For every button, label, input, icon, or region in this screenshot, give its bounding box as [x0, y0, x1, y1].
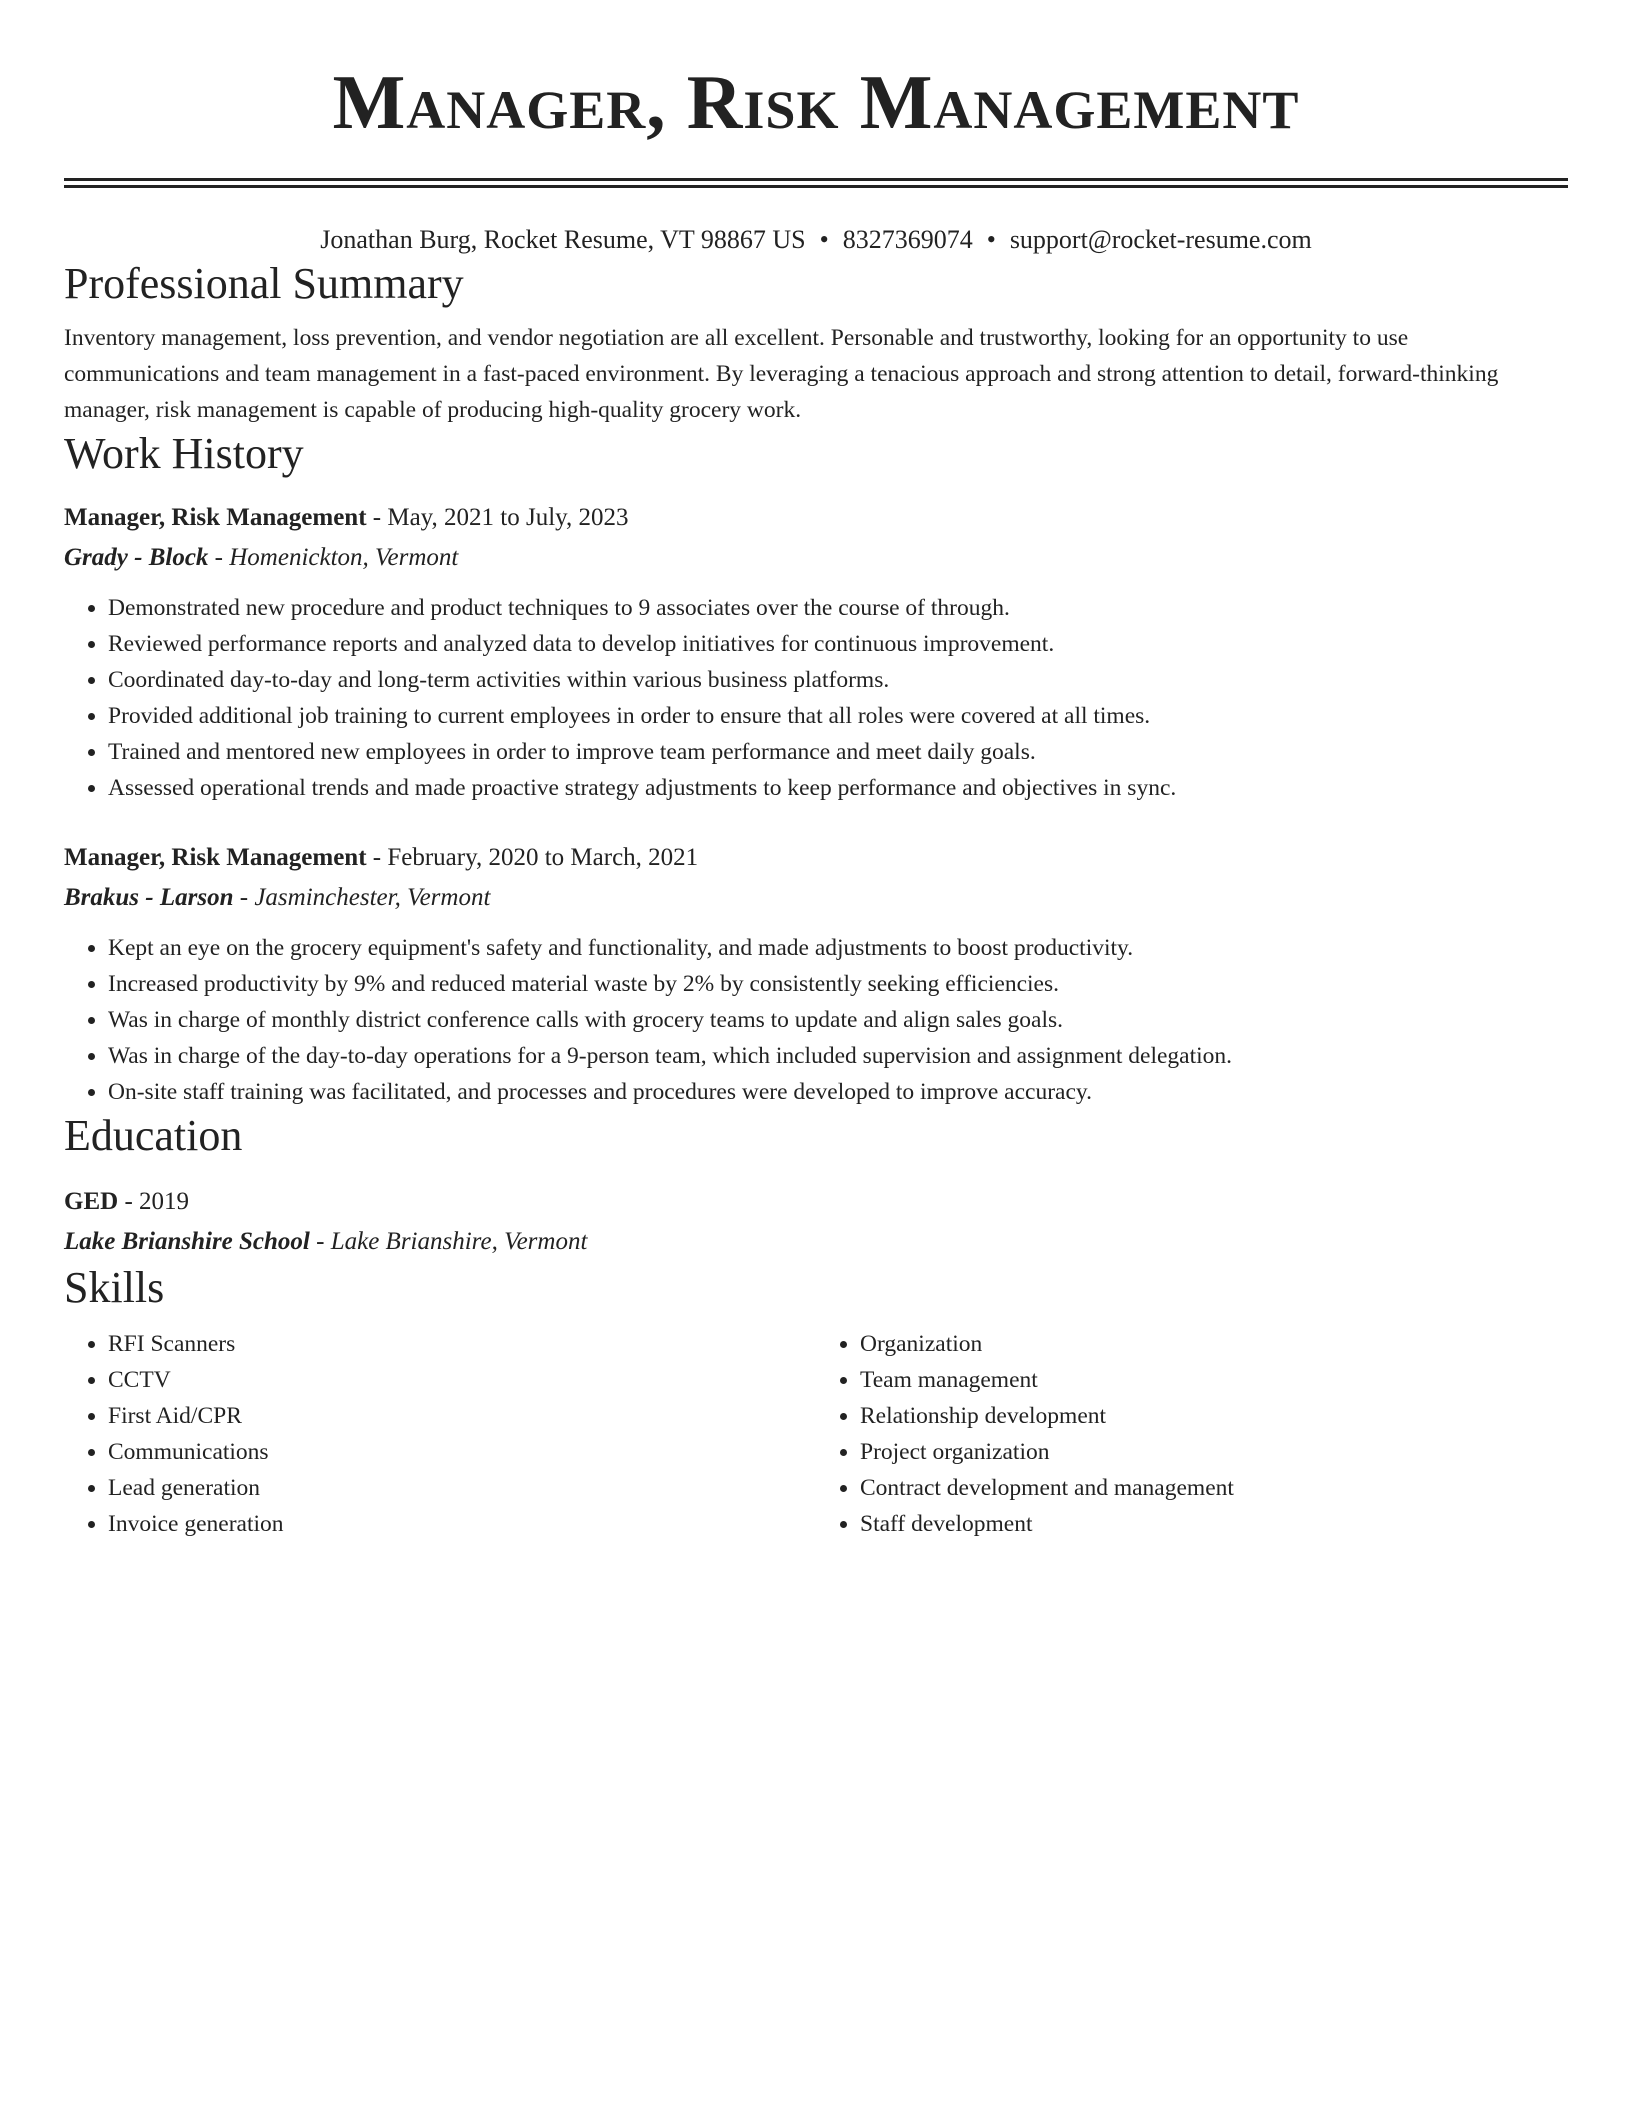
- list-item: • Organization: [860, 1326, 1568, 1362]
- list-item: • Increased productivity by 9% and reduced material waste by 2% by consistently seeking efficiencies.: [108, 966, 1568, 1002]
- contact-email: support@rocket-resume.com: [1009, 225, 1312, 254]
- list-item: • First Aid/CPR: [108, 1398, 816, 1434]
- list-item: • On-site staff training was facilitated, and processes and procedures were developed to improve accuracy.: [108, 1074, 1568, 1110]
- summary-text: Inventory management, loss prevention, and vendor negotiation are all excellent. Personable and trustworthy, looking for an opportunity to use communications and team management in a fast-paced environment. By leveraging a tenacious approach and strong attention to detail, forward-thinking manager, risk management is capable of producing high-quality grocery work.: [64, 325, 1499, 423]
- list-item: • Was in charge of the day-to-day operations for a 9-person team, which included supervision and assignment delegation.: [108, 1038, 1568, 1074]
- job-dates: - February, 2020 to March, 2021: [366, 844, 699, 871]
- list-item: • Staff development: [860, 1506, 1568, 1542]
- skills-list-right: [816, 1326, 1568, 1542]
- job-entry: [64, 498, 1568, 806]
- section-heading-summary: Professional Summary: [64, 259, 464, 308]
- section-heading-skills: Skills: [64, 1263, 165, 1312]
- list-item: • Provided additional job training to current employees in order to ensure that all roles were covered at all times.: [108, 698, 1568, 734]
- list-item: • Relationship development: [860, 1398, 1568, 1434]
- list-item: • Trained and mentored new employees in order to improve team performance and meet daily goals.: [108, 734, 1568, 770]
- job-company: Grady - Block: [64, 544, 209, 571]
- list-item: • Invoice generation: [108, 1506, 816, 1542]
- job-title: Manager, Risk Management: [64, 504, 367, 531]
- bullet-separator: •: [819, 225, 829, 254]
- job-location: - Jasminchester, Vermont: [233, 884, 491, 911]
- job-title: Manager, Risk Management: [64, 844, 367, 871]
- list-item: • Demonstrated new procedure and product techniques to 9 associates over the course of through.: [108, 590, 1568, 626]
- section-heading-work-history: Work History: [64, 429, 304, 478]
- job-employer: [64, 538, 1568, 578]
- bullet-separator: •: [986, 225, 996, 254]
- double-rule-divider: [64, 178, 1568, 188]
- list-item: • Lead generation: [108, 1470, 816, 1506]
- job-entry: [64, 838, 1568, 1110]
- job-bullet-list: [64, 590, 1568, 806]
- skills-list-left: [64, 1326, 816, 1542]
- section-heading-education: Education: [64, 1111, 243, 1160]
- education-entry: [64, 1182, 1568, 1262]
- list-item: • Reviewed performance reports and analyzed data to develop initiatives for continuous improvement.: [108, 626, 1568, 662]
- contact-line: [64, 222, 1568, 258]
- list-item: • Was in charge of monthly district conference calls with grocery teams to update and align sales goals.: [108, 1002, 1568, 1038]
- list-item: • CCTV: [108, 1362, 816, 1398]
- job-bullet-list: [64, 930, 1568, 1110]
- job-employer: [64, 878, 1568, 918]
- job-company: Brakus - Larson: [64, 884, 234, 911]
- education-year: - 2019: [118, 1188, 190, 1215]
- education-school-line: [64, 1222, 1568, 1262]
- education-location: - Lake Brianshire, Vermont: [309, 1228, 588, 1255]
- list-item: • Coordinated day-to-day and long-term activities within various business platforms.: [108, 662, 1568, 698]
- list-item: • Kept an eye on the grocery equipment's safety and functionality, and made adjustments to boost productivity.: [108, 930, 1568, 966]
- list-item: • Assessed operational trends and made proactive strategy adjustments to keep performance and objectives in sync.: [108, 770, 1568, 806]
- list-item: • Team management: [860, 1362, 1568, 1398]
- list-item: • Communications: [108, 1434, 816, 1470]
- contact-phone: 8327369074: [842, 225, 973, 254]
- contact-address: Jonathan Burg, Rocket Resume, VT 98867 US: [320, 225, 806, 254]
- education-header: [64, 1182, 1568, 1222]
- job-header: [64, 838, 1568, 878]
- list-item: • RFI Scanners: [108, 1326, 816, 1362]
- job-dates: - May, 2021 to July, 2023: [366, 504, 629, 531]
- list-item: • Contract development and management: [860, 1470, 1568, 1506]
- education-degree: GED: [64, 1188, 119, 1215]
- job-location: - Homenickton, Vermont: [208, 544, 459, 571]
- resume-title: Manager, Risk Management: [332, 59, 1300, 145]
- skills-columns: [64, 1326, 1568, 1542]
- list-item: • Project organization: [860, 1434, 1568, 1470]
- education-school: Lake Brianshire School: [64, 1228, 310, 1255]
- job-header: [64, 498, 1568, 538]
